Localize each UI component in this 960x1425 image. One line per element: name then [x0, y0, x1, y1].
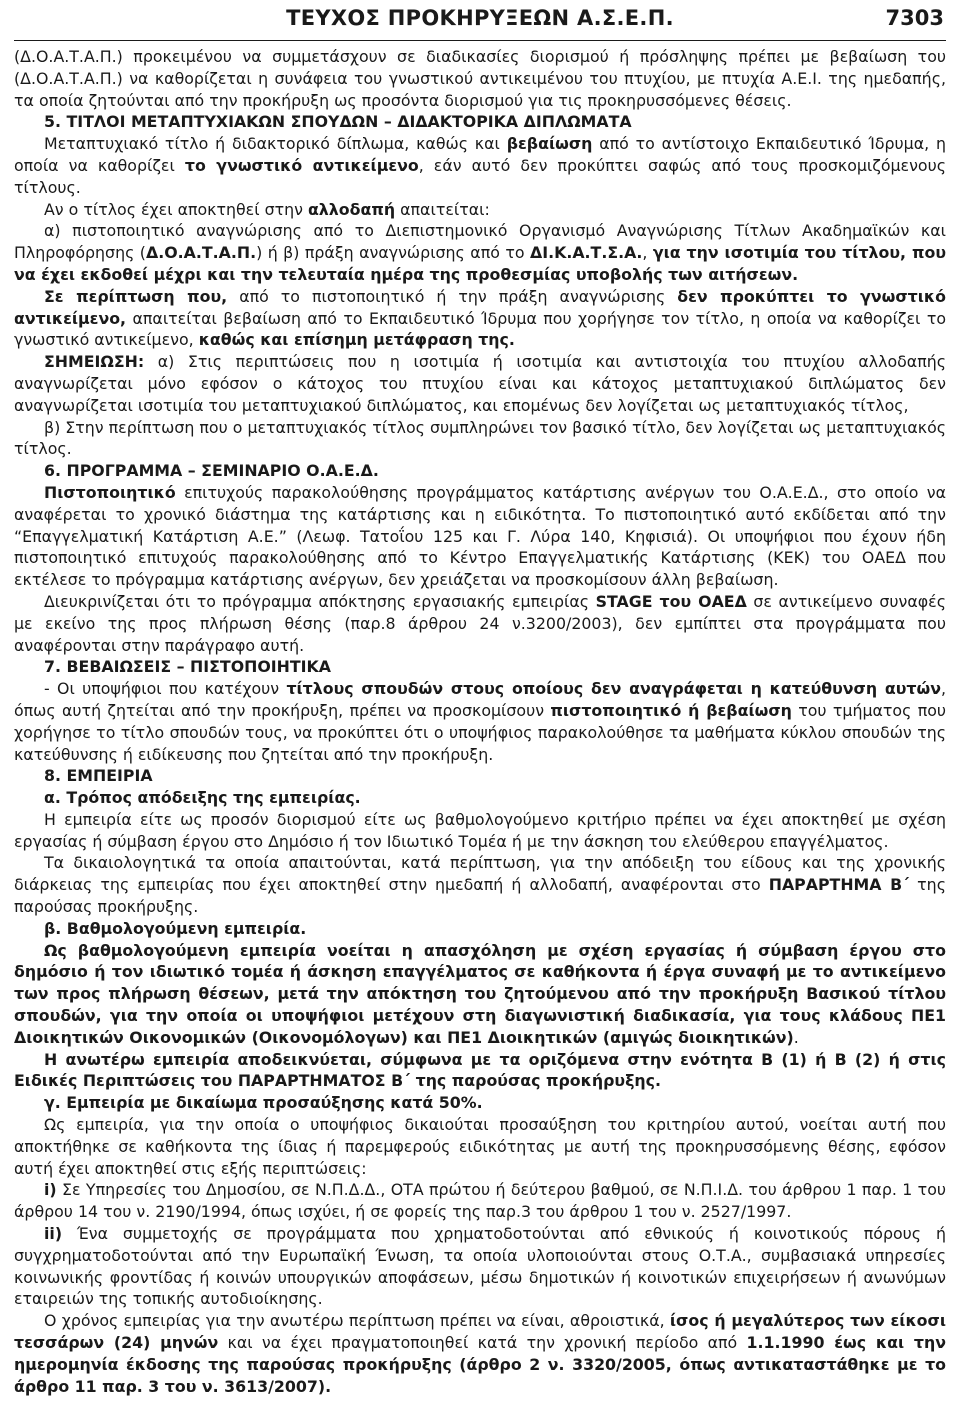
page-header: [14, 0, 946, 41]
text-run: Διευκρινίζεται ότι το πρόγραμμα απόκτησης εργασιακής εμπειρίας: [44, 591, 596, 611]
gazette-title: ΤΕΥΧΟΣ ΠΡΟΚΗΡΥΞΕΩΝ Α.Σ.Ε.Π.: [286, 6, 674, 30]
text-run: και να έχει πραγματοποιηθεί κατά την χρονική περίοδο από: [218, 1333, 747, 1353]
text-run: , όπως αυτή ζητείται από την προκήρυξη, πρέπει να προσκομίσουν: [14, 679, 947, 720]
text-run: α) πιστοποιητικό αναγνώρισης από το Διεπιστημονικό Οργανισμό Αναγνώρισης Τίτλων Ακαδημαϊκών και Πληροφόρησης (: [14, 221, 946, 263]
text-run: Η εμπειρία είτε ως προσόν διορισμού είτε ως βαθμολογούμενο κριτήριο πρέπει να έχει αποκτηθεί με σχέση εργασίας ή σύμβαση έργου στο Δημόσιο ή τον Ιδιωτικό Τομέα ή με την άσκηση του ελεύθερου επαγγέλματος.: [14, 809, 946, 851]
page-number: 7303: [885, 6, 944, 30]
text-run: ) ή β) πράξη αναγνώρισης από το: [256, 243, 530, 263]
bold-text: 6. ΠΡΟΓΡΑΜΜΑ – ΣΕΜΙΝΑΡΙΟ Ο.Α.Ε.Δ.: [44, 461, 379, 481]
paragraph: [14, 460, 946, 482]
bold-text: Πιστοποιητικό: [44, 482, 176, 502]
text-run: Ο χρόνος εμπειρίας για την ανωτέρω περίπτωση πρέπει να είναι, αθροιστικά,: [44, 1311, 670, 1331]
bold-text: 1.1.1990 έως και την ημερομηνία έκδοσης της παρούσας προκήρυξης (άρθρο 2 ν. 3320/2005, όπως αντικαταστάθηκε με το άρθρο 11 παρ. 3 του ν. 3613/2007).: [14, 1333, 947, 1396]
text-run: επιτυχούς παρακολούθησης προγράμματος κατάρτισης ανέργων του Ο.Α.Ε.Δ., στο οποίο να αναφέρεται το χρονικό διάστημα της κατάρτισης και η ειδικότητα. Το πιστοποιητικό αυτό εκδίδεται από την “Επαγγελματική Κατάρτιση Α.Ε.” (Λεωφ. Τατοΐου 125 και Γ. Λύρα 140, Κηφισιά). Οι υποψήφιοι που έχουν ήδη πιστοποιητικό επιτυχούς παρακολούθησης από το Κέντρο Επαγγελματικής Κατάρτισης (ΚΕΚ) του ΟΑΕΔ που εκτέλεσε το πρόγραμμα κατάρτισης ανέργων, δεν χρειάζεται να προσκομίσουν άλλη βεβαίωση.: [14, 482, 946, 590]
bold-text: 7. ΒΕΒΑΙΩΣΕΙΣ – ΠΙΣΤΟΠΟΙΗΤΙΚΑ: [44, 657, 332, 677]
paragraph: [14, 918, 946, 940]
text-run: ,: [642, 243, 653, 263]
text-run: Ένα συμμετοχής σε προγράμματα που χρηματοδοτούνται από εθνικούς ή κοινοτικούς πόρους ή συγχρηματοδοτούνται από την Ευρωπαϊκή Ένωση, τα οποία υλοποιούνται στους Ο.Τ.Α., συμβασιακά υπηρεσίες κοινωνικής φροντίδας ή κοινών υπουργικών αποφάσεων, μέσω δημοτικών ή κοινοτικών επιχειρήσεων ή ανωνύμων εταιρειών της τοπικής αυτοδιοίκησης.: [14, 1224, 946, 1309]
bold-text: τίτλους σπουδών στους οποίους δεν αναγράφεται η κατεύθυνση αυτών: [286, 679, 941, 699]
paragraph: [14, 1049, 946, 1093]
paragraph: [14, 1179, 946, 1223]
text-run: α) Στις περιπτώσεις που η ισοτιμία ή ισοτιμία και αντιστοιχία του πτυχίου αλλοδαπής αναγνωρίζεται μόνο εφόσον ο κάτοχος του πτυχίου είναι και κάτοχος μεταπτυχιακού διπλώματος δεν αναγνωρίζεται ισοτιμία του μεταπτυχιακού διπλώματος, και επομένως δεν λογίζεται ως μεταπτυχιακός τίτλος,: [14, 352, 946, 415]
bold-text: Σε περίπτωση που,: [44, 286, 228, 306]
paragraph: [14, 199, 946, 221]
bold-text: ii): [44, 1224, 63, 1244]
text-run: από το αντίστοιχο Εκπαιδευτικό Ίδρυμα, η οποία να καθορίζει: [14, 134, 946, 175]
paragraph: [14, 852, 946, 917]
bold-text: βεβαίωση: [506, 134, 593, 154]
paragraph: [14, 133, 946, 198]
text-run: Σε Υπηρεσίες του Δημοσίου, σε Ν.Π.Δ.Δ., ΟΤΑ πρώτου ή δεύτερου βαθμού, σε Ν.Π.Ι.Δ. του άρθρου 1 παρ. 1 του άρθρου 14 του ν. 2190/1994, όπως ισχύει, ή σε φορείς της παρ.3 του άρθρου 1 του ν. 2527/1997.: [14, 1180, 946, 1222]
bold-text: 8. ΕΜΠΕΙΡΙΑ: [44, 766, 153, 786]
paragraph: [14, 417, 946, 461]
text-run: απαιτείται:: [395, 199, 490, 219]
paragraph: [14, 1223, 946, 1310]
bold-text: Ως βαθμολογούμενη εμπειρία νοείται η απασχόληση με σχέση εργασίας ή σύμβαση έργου στο δημόσιο ή τον ιδιωτικό τομέα ή άσκηση επαγγέλματος σε καθήκοντα ή έργα συναφή με το αντικείμενο των προς πλήρωση θέσεων, μετά την απόκτηση του ζητούμενου από την προκήρυξη Βασικού τίτλου σπουδών, για την οποία οι υποψήφιοι μετέχουν στη διαγωνιστική διαδικασία, για τους κλάδους ΠΕ1 Διοικητικών Οικονομικών (Οικονομόλογων) και ΠΕ1 Διοικητικών (αμιγώς διοικητικών): [14, 940, 946, 1047]
bold-text: 5. ΤΙΤΛΟΙ ΜΕΤΑΠΤΥΧΙΑΚΩΝ ΣΠΟΥΔΩΝ – ΔΙΔΑΚΤΟΡΙΚΑ ΔΙΠΛΩΜΑΤΑ: [44, 112, 632, 132]
text-run: Ως εμπειρία, για την οποία ο υποψήφιος δικαιούται προσαύξηση του κριτηρίου αυτού, νοείται αυτή που αποκτήθηκε σε καθήκοντα της ίδιας ή παρεμφερούς ειδικότητας με αυτή της προκηρυσσόμενης θέσης, εφόσον αυτή έχει αποκτηθεί στις εξής περιπτώσεις:: [14, 1115, 946, 1178]
bold-text: ΔΙ.Κ.Α.Τ.Σ.Α.: [529, 243, 643, 263]
bold-text: καθώς και επίσημη μετάφραση της.: [198, 330, 515, 350]
paragraph: [14, 787, 946, 809]
paragraph: [14, 656, 946, 678]
paragraph: [14, 1310, 946, 1397]
paragraph: [14, 111, 946, 133]
bold-text: ΣΗΜΕΙΩΣΗ:: [44, 352, 145, 372]
bold-text: STAGE του ΟΑΕΔ: [595, 591, 747, 611]
bold-text: β. Βαθμολογούμενη εμπειρία.: [44, 918, 307, 938]
bold-text: πιστοποιητικό ή βεβαίωση: [550, 700, 792, 720]
paragraph: [14, 220, 946, 285]
text-run: (Δ.Ο.Α.Τ.Α.Π.) προκειμένου να συμμετάσχουν σε διαδικασίες διορισμού ή πρόσληψης πρέπει με βεβαίωση του (Δ.Ο.Α.Τ.Α.Π.) να καθορίζεται η συνάφεια του γνωστικού αντικειμένου του πτυχίου, με πτυχία Α.Ε.Ι. της ημεδαπής, τα οποία ζητούνται από την προκήρυξη ως προσόντα διορισμού για τις προκηρυσσόμενες θέσεις.: [14, 47, 946, 110]
text-run: απαιτείται βεβαίωση από το Εκπαιδευτικό Ίδρυμα που χορήγησε τον τίτλο, η οποία να καθορίζει το γνωστικό αντικείμενο,: [14, 308, 946, 350]
paragraph: [14, 46, 946, 111]
bold-text: γ. Εμπειρία με δικαίωμα προσαύξησης κατά 50%.: [44, 1093, 483, 1113]
paragraph: [14, 1114, 946, 1179]
text-run: - Οι υποψήφιοι που κατέχουν: [44, 679, 287, 699]
bold-text: για την ισοτιμία του τίτλου, που να έχει εκδοθεί μέχρι και την τελευταία ημέρα της προθεσμίας υποβολής των αιτήσεων.: [14, 243, 946, 284]
text-run: του τμήματος που χορήγησε το τίτλο σπουδών τους, να προκύπτει ότι ο υποψήφιος παρακολούθησε τα μαθήματα κύκλου σπουδών της κατεύθυνσης ή ειδίκευσης που ζητείται από την προκήρυξη.: [14, 700, 947, 764]
bold-text: το γνωστικό αντικείμενο: [184, 155, 419, 175]
bold-text: αλλοδαπή: [307, 199, 396, 219]
paragraph: [14, 678, 946, 765]
text-run: Μεταπτυχιακό τίτλο ή διδακτορικό δίπλωμα, καθώς και: [44, 134, 507, 154]
paragraph: [14, 1092, 946, 1114]
paragraph: [14, 351, 946, 416]
bold-text: ίσος ή μεγαλύτερος των είκοσι τεσσάρων (24) μηνών: [14, 1311, 946, 1353]
text-run: Τα δικαιολογητικά τα οποία απαιτούνται, κατά περίπτωση, για την απόδειξη του είδους και της χρονικής διάρκειας της εμπειρίας που έχει αποκτηθεί στην ημεδαπή ή αλλοδαπή, αναφέρονται στο: [14, 853, 946, 895]
text-run: , εάν αυτό δεν προκύπτει σαφώς από τους προσκομιζόμενους τίτλους.: [14, 155, 947, 197]
text-run: σε αντικείμενο συναφές με εκείνο της προς πλήρωση θέσης (παρ.8 άρθρου 24 ν.3200/2003), δεν εμπίπτει στα προγράμματα που αναφέρονται στην παράγραφο αυτή.: [14, 591, 946, 655]
paragraph: [14, 765, 946, 787]
bold-text: i): [44, 1180, 57, 1200]
paragraph: [14, 940, 946, 1049]
text-run: β) Στην περίπτωση που ο μεταπτυχιακός τίτλος συμπληρώνει τον βασικό τίτλο, δεν λογίζεται ως μεταπτυχιακός τίτλος.: [14, 417, 946, 459]
text-run: από το πιστοποιητικό ή την πράξη αναγνώρισης: [227, 286, 678, 306]
text-run: της παρούσας προκήρυξης.: [14, 875, 946, 917]
paragraph: [14, 286, 946, 351]
bold-text: Η ανωτέρω εμπειρία αποδεικνύεται, σύμφωνα με τα οριζόμενα στην ενότητα Β (1) ή Β (2) ή στις Ειδικές Περιπτώσεις του ΠΑΡΑΡΤΗΜΑΤΟΣ Β΄ της παρούσας προκήρυξης.: [14, 1049, 946, 1091]
text-run: Αν ο τίτλος έχει αποκτηθεί στην: [44, 199, 308, 219]
paragraph: [14, 809, 946, 853]
document-body: [14, 46, 946, 1397]
bold-text: Δ.Ο.Α.Τ.Α.Π.: [145, 243, 257, 263]
bold-text: ΠΑΡΑΡΤΗΜΑ Β΄: [768, 875, 910, 895]
text-run: .: [793, 1027, 799, 1047]
paragraph: [14, 482, 946, 591]
paragraph: [14, 591, 946, 656]
bold-text: α. Τρόπος απόδειξης της εμπειρίας.: [44, 788, 361, 808]
bold-text: δεν προκύπτει το γνωστικό αντικείμενο,: [14, 286, 946, 328]
